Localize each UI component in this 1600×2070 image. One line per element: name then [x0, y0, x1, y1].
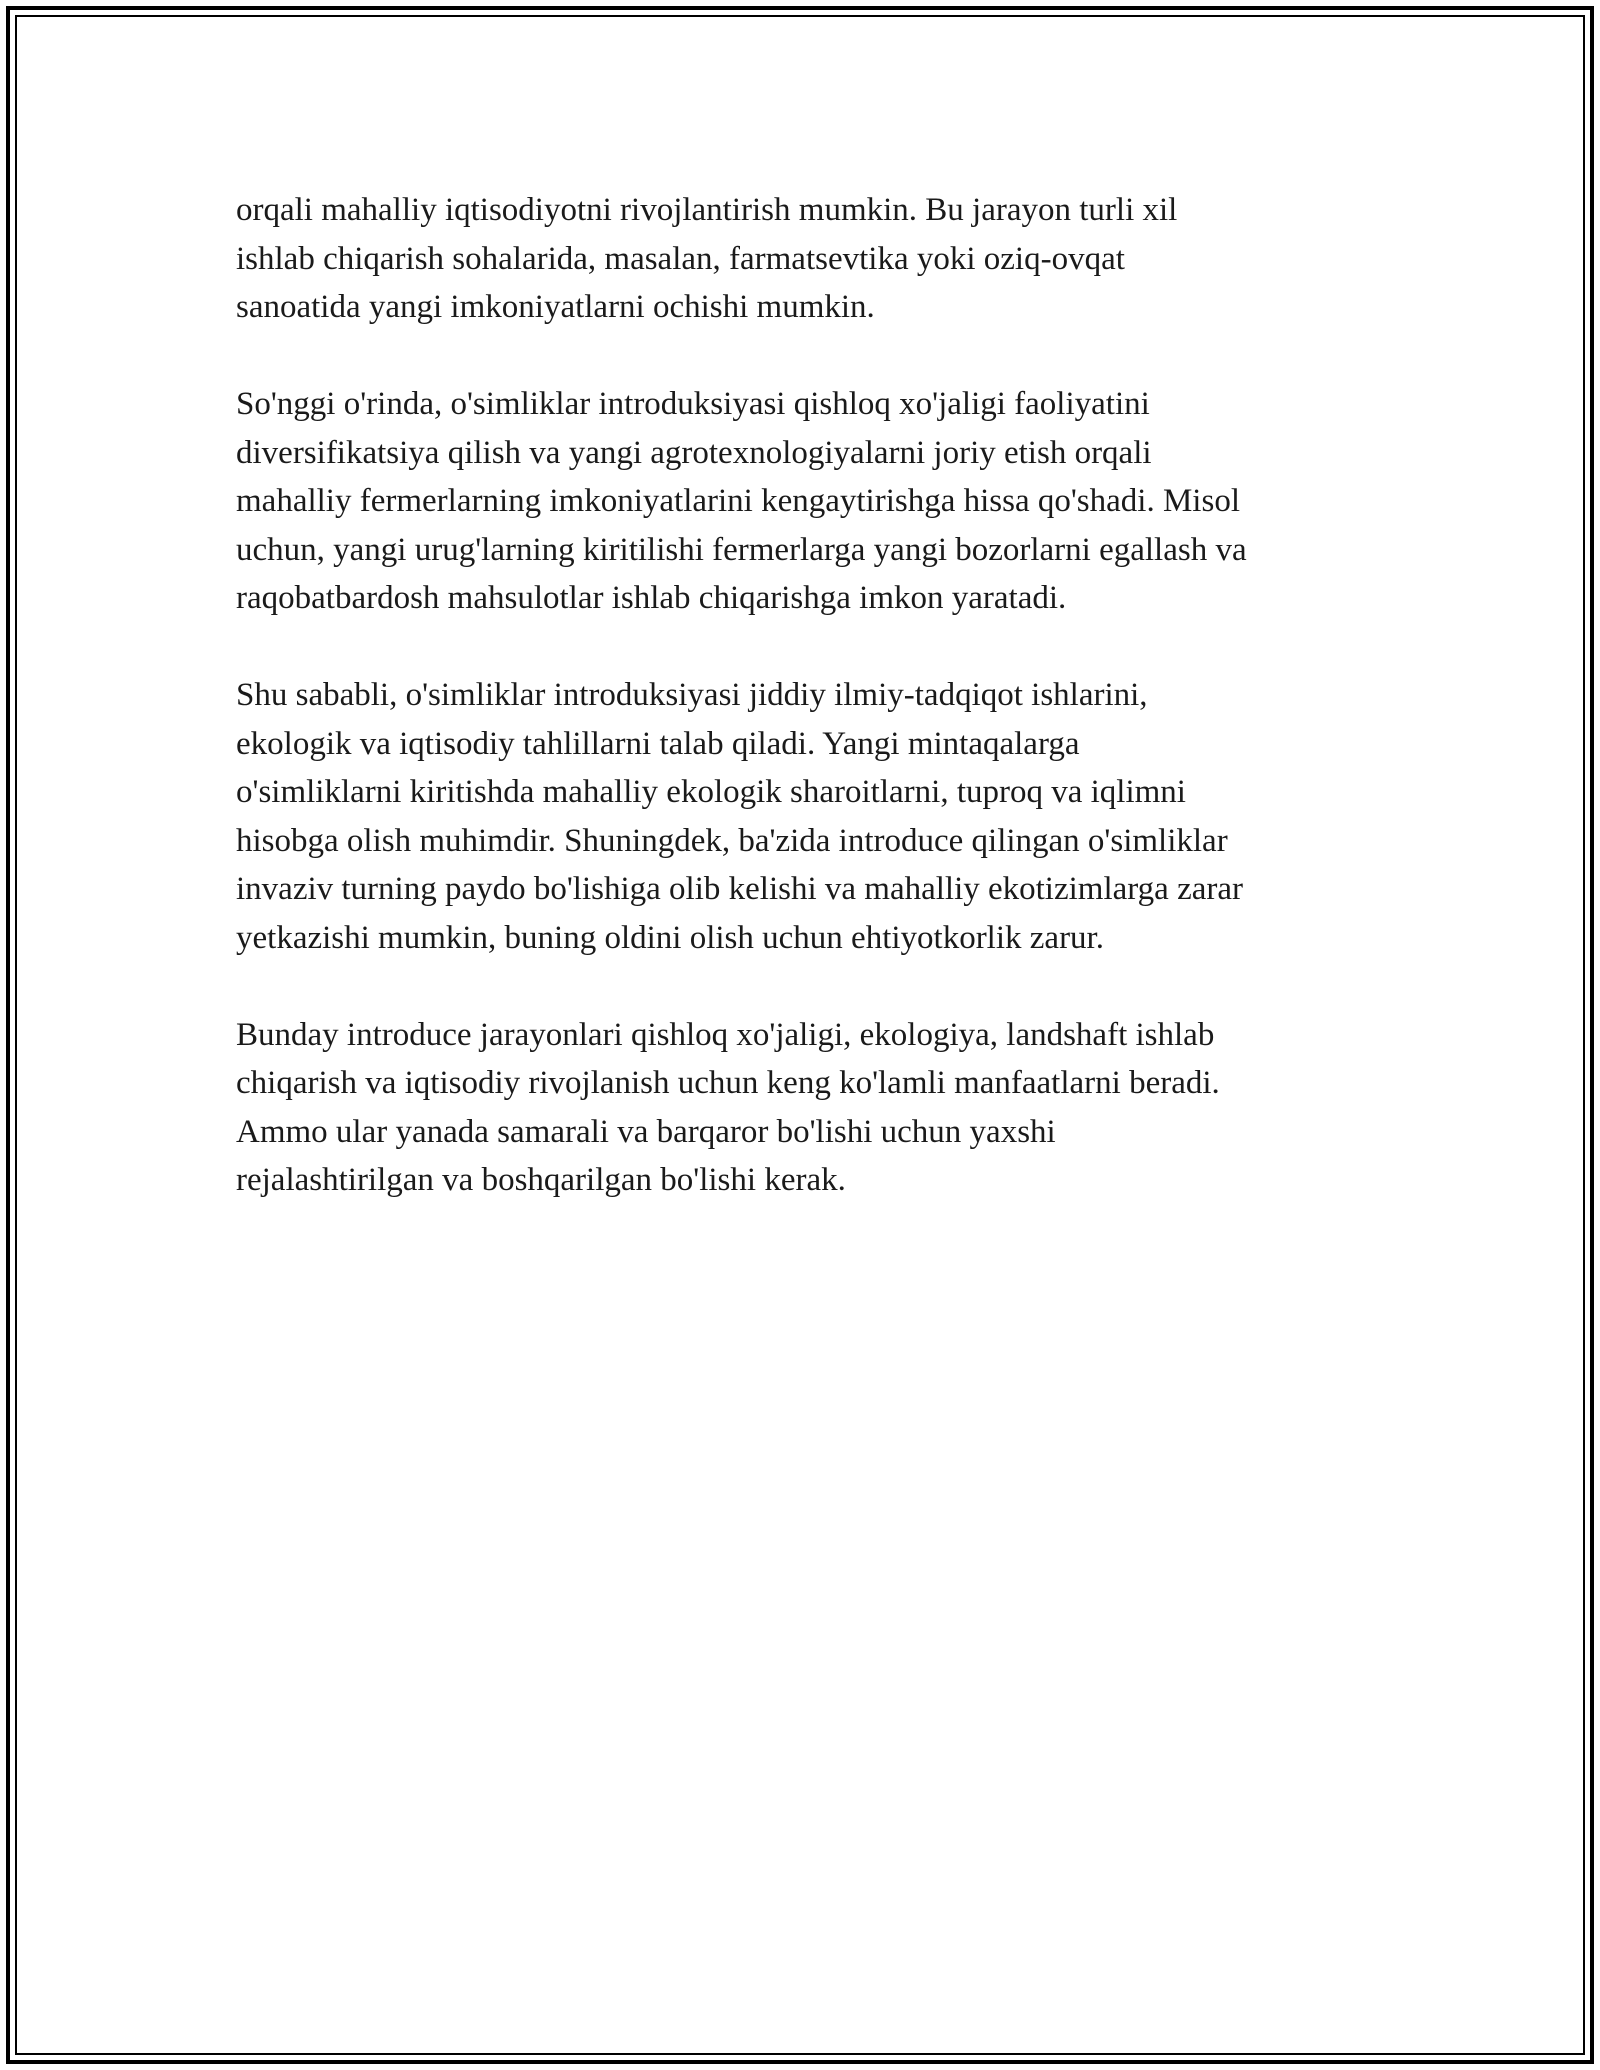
text-line: Bunday introduce jarayonlari qishloq xo'jaligi, ekologiya, landshaft ishlab [236, 1016, 1215, 1053]
paragraph [236, 186, 1376, 332]
text-line: invaziv turning paydo bo'lishiga olib kelishi va mahalliy ekotizimlarga zarar [236, 871, 1243, 907]
text-line: uchun, yangi urug'larning kiritilishi fermerlarga yangi bozorlarni egallash va [236, 531, 1247, 568]
text-line: Ammo ular yanada samarali va barqaror bo'lishi uchun yaxshi [236, 1113, 1056, 1150]
text-line: yetkazishi mumkin, buning oldini olish uchun ehtiyotkorlik zarur. [236, 919, 1104, 956]
text-line: chiqarish va iqtisodiy rivojlanish uchun keng ko'lamli manfaatlarni beradi. [236, 1065, 1220, 1101]
paragraph [236, 671, 1376, 962]
text-line: So'nggi o'rinda, o'simliklar introduksiyasi qishloq xo'jaligi faoliyatini [236, 386, 1150, 422]
paragraph [236, 380, 1376, 623]
paragraph [236, 1011, 1376, 1205]
text-line: hisobga olish muhimdir. Shuningdek, ba'zida introduce qilingan o'simliklar [236, 822, 1228, 859]
text-line: rejalashtirilgan va boshqarilgan bo'lishi kerak. [236, 1162, 846, 1198]
text-line: ishlab chiqarish sohalarida, masalan, farmatsevtika yoki oziq-ovqat [236, 240, 1125, 277]
text-line: Shu sababli, o'simliklar introduksiyasi jiddiy ilmiy-tadqiqot ishlarini, [236, 677, 1148, 713]
document-body [236, 186, 1376, 1253]
text-line: sanoatida yangi imkoniyatlarni ochishi mumkin. [236, 289, 875, 325]
text-line: o'simliklarni kiritishda mahalliy ekologik sharoitlarni, tuproq va iqlimni [236, 774, 1186, 810]
text-line: ekologik va iqtisodiy tahlillarni talab qiladi. Yangi mintaqalarga [236, 725, 1080, 762]
text-line: mahalliy fermerlarning imkoniyatlarini kengaytirishga hissa qo'shadi. Misol [236, 483, 1240, 519]
text-line: diversifikatsiya qilish va yangi agrotexnologiyalarni joriy etish orqali [236, 434, 1152, 471]
text-line: orqali mahalliy iqtisodiyotni rivojlantirish mumkin. Bu jarayon turli xil [236, 192, 1178, 228]
text-line: raqobatbardosh mahsulotlar ishlab chiqarishga imkon yaratadi. [236, 580, 1067, 616]
